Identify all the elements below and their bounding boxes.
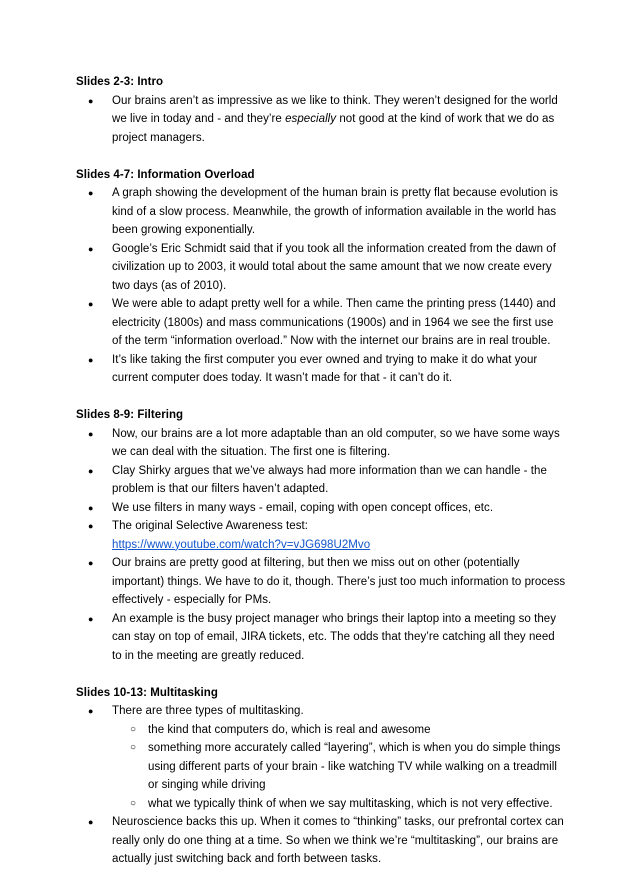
bullet-text: [112, 95, 558, 144]
bullet-text: [112, 502, 493, 514]
bullet-item: [76, 295, 566, 351]
text-run: Our brains are pretty good at filtering, but then we miss out on other (potentially important) things. We have to do it, though. There’s just too much information to process effectively - especially for PMs.: [112, 557, 566, 606]
bullet-dot-icon: ●: [88, 558, 94, 568]
document-body: [76, 73, 566, 887]
bullet-list: [76, 184, 566, 388]
text-run: not good at the kind of work that we do as project managers.: [112, 113, 555, 144]
bullet-text: [112, 354, 537, 385]
bullet-item: [76, 184, 566, 240]
text-run: A graph showing the development of the human brain is pretty flat because evolution is kind of a slow process. Meanwhile, the growth of information available in the world has been growing exponentially.: [112, 187, 559, 236]
bullet-item: [76, 517, 566, 554]
hollow-circle-icon: ○: [130, 742, 137, 753]
text-run: We were able to adapt pretty well for a while. Then came the printing press (1440) and electricity (1800s) and mass communications (1900s) and in 1964 we see the first use of the term “information overload.” Now with the internet our brains are in real trouble.: [112, 298, 556, 347]
bullet-text: [112, 705, 304, 717]
bullet-text: [112, 428, 560, 459]
bullet-dot-icon: ●: [88, 188, 94, 198]
sub-item: [112, 739, 566, 795]
bullet-text: [112, 816, 564, 865]
section-heading: Slides 4-7: Information Overload: [76, 168, 255, 181]
bullet-dot-icon: ●: [88, 817, 94, 827]
text-run: It’s like taking the first computer you ever owned and trying to make it do what your current computer does today. It wasn’t made for that - it can’t do it.: [112, 353, 538, 384]
bullet-text: [112, 520, 370, 551]
bullet-dot-icon: ●: [88, 95, 94, 106]
section-heading: Slides 8-9: Filtering: [76, 409, 184, 421]
bullet-item: [76, 813, 566, 869]
bullet-item: [76, 462, 566, 499]
sub-item-text: the kind that computers do, which is real and awesome: [148, 723, 431, 736]
bullet-item: [76, 240, 566, 296]
bullet-text: [112, 613, 556, 662]
bullet-item: [76, 92, 566, 148]
bullet-item: [76, 702, 566, 813]
bullet-text: [112, 557, 565, 606]
section-heading: Slides 10-13: Multitasking: [76, 686, 218, 699]
bullet-dot-icon: ●: [88, 465, 94, 476]
bullet-item: [76, 554, 566, 610]
bullet-text: [112, 243, 556, 292]
text-run: An example is the busy project manager who brings their laptop into a meeting so they can stay on top of email, JIRA tickets, etc. The odds that they’re catching all they need to in the meeting are greatly reduced.: [112, 612, 557, 662]
section-heading: Slides 2-3: Intro: [76, 76, 164, 88]
section: [76, 73, 566, 147]
text-run: Our brains aren’t as impressive as we like to think. They weren’t designed for the world we live in today and - and they’re: [112, 94, 558, 125]
section: [76, 166, 566, 388]
sub-item: [112, 721, 566, 740]
hollow-circle-icon: ○: [130, 797, 137, 809]
bullet-list: [76, 702, 566, 869]
text-run: The original Selective Awareness test:: [112, 520, 309, 532]
section: [76, 684, 566, 869]
bullet-dot-icon: ●: [88, 354, 94, 365]
hollow-circle-icon: ○: [130, 723, 137, 735]
bullet-dot-icon: ●: [88, 706, 94, 716]
text-run: Google’s Eric Schmidt said that if you took all the information created from the dawn of civilization up to 2003, it would total about the same amount that we now create every two days (as of 2010).: [112, 242, 556, 292]
bullet-list: [76, 425, 566, 666]
bullet-item: [76, 499, 566, 518]
bullet-dot-icon: ●: [88, 428, 94, 439]
text-run: Neuroscience backs this up. When it comes to “thinking” tasks, our prefrontal cortex can really only do one thing at a time. So when we think we’re “multitasking”, our brains are actually just switching back and forth between tasks.: [112, 816, 564, 865]
bullet-dot-icon: ●: [88, 613, 94, 624]
bullet-item: [76, 351, 566, 388]
sub-item-text: what we typically think of when we say multitasking, which is not very effective.: [148, 797, 553, 810]
section: [76, 406, 566, 665]
sub-item-text: something more accurately called “layering”, which is when you do simple things using different parts of your brain - like watching TV while walking on a treadmill or singing while driving: [148, 742, 561, 791]
sub-list: [112, 721, 566, 814]
bullet-text: [112, 187, 558, 236]
bullet-item: [76, 610, 566, 666]
bullet-dot-icon: ●: [88, 521, 94, 531]
bullet-text: [112, 465, 547, 496]
sub-item: [112, 795, 566, 814]
video-link[interactable]: https://www.youtube.com/watch?v=vJG698U2Mvo: [112, 538, 371, 551]
emphasis-text: especially: [285, 113, 337, 125]
bullet-text: [112, 298, 556, 347]
text-run: Now, our brains are a lot more adaptable than an old computer, so we have some ways we can deal with the situation. The first one is filtering.: [112, 427, 560, 458]
bullet-dot-icon: ●: [88, 299, 94, 309]
text-run: There are three types of multitasking.: [112, 705, 304, 717]
bullet-dot-icon: ●: [88, 502, 94, 513]
text-run: Clay Shirky argues that we’ve always had more information than we can handle - the problem is that our filters haven’t adapted.: [112, 464, 547, 495]
bullet-list: [76, 92, 566, 148]
bullet-dot-icon: ●: [88, 243, 94, 254]
text-run: We use filters in many ways - email, coping with open concept offices, etc.: [112, 501, 494, 514]
bullet-item: [76, 425, 566, 462]
